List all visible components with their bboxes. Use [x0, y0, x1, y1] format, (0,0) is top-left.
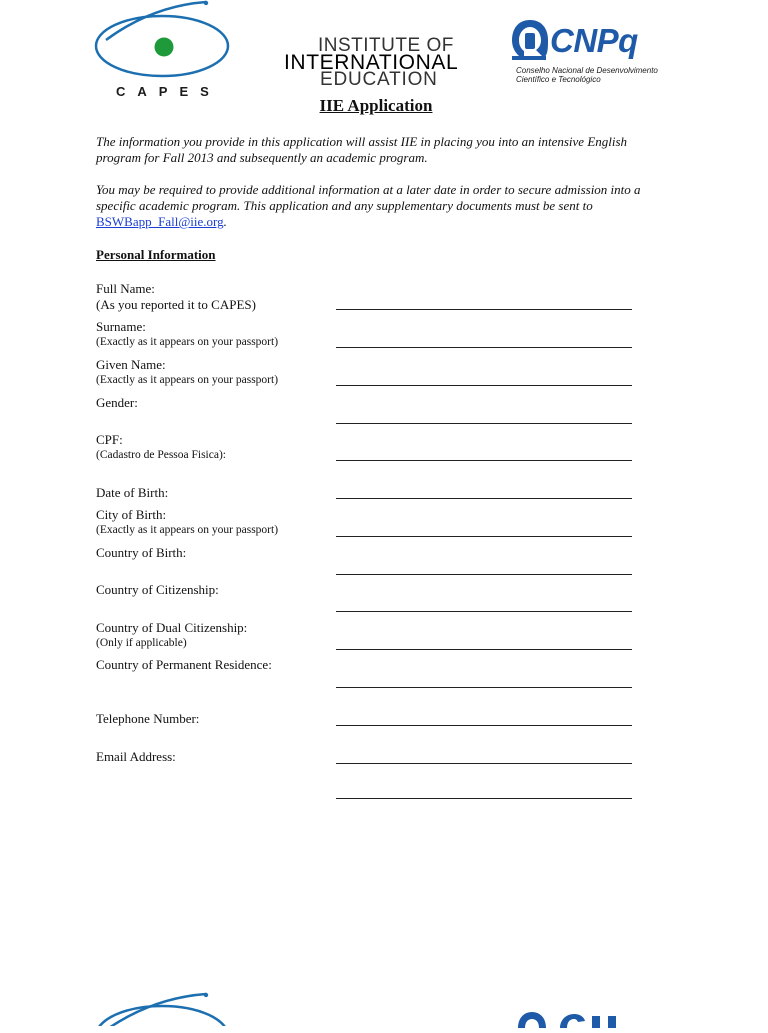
field-surname — [96, 319, 278, 350]
intro-paragraph-1: The information you provide in this application will assist IIE in placing you into an intensive English program for Fall 2013 and subsequently an academic program. — [96, 134, 628, 165]
field-label: Surname: — [96, 319, 146, 334]
field-label: Country of Dual Citizenship: — [96, 620, 248, 635]
field-sublabel: (Only if applicable) — [96, 637, 187, 649]
extra-blank[interactable] — [336, 798, 632, 799]
field-label: Given Name: — [96, 357, 166, 372]
iie-logo-line3: EDUCATION — [320, 69, 438, 90]
field-label: CPF: — [96, 432, 123, 447]
date-of-birth-blank[interactable] — [336, 498, 632, 499]
capes-logo-text: CAPES — [116, 84, 221, 99]
intro-paragraph-2-text: You may be required to provide additional information at a later date in order to secure admission into a specific academic program. This application and any supplementary documents must be sent to — [96, 182, 641, 213]
field-label: Email Address: — [96, 749, 176, 764]
telephone-number-blank[interactable] — [336, 725, 632, 726]
field-sublabel: (Cadastro de Pessoa Fisica): — [96, 449, 226, 461]
field-gender — [96, 395, 138, 411]
cpf-blank[interactable] — [336, 460, 632, 461]
field-full-name — [96, 281, 256, 313]
field-given-name — [96, 357, 278, 388]
intro-paragraph-2 — [96, 182, 652, 230]
field-label: Country of Birth: — [96, 545, 187, 560]
field-sublabel: (Exactly as it appears on your passport) — [96, 336, 279, 348]
email-address-blank[interactable] — [336, 763, 632, 764]
document-title: IIE Application — [319, 96, 433, 115]
field-label: Full Name: — [96, 281, 155, 296]
field-label: Country of Permanent Residence: — [96, 657, 272, 672]
iie-logo-line2: INTERNATIONAL — [284, 51, 459, 74]
field-country-of-dual-citizenship — [96, 620, 247, 651]
country-of-birth-blank[interactable] — [336, 574, 632, 575]
cnpq-subtitle-line1: Conselho Nacional de Desenvolvimento — [516, 66, 658, 75]
field-cpf — [96, 432, 226, 463]
cnpq-emblem-icon — [508, 1004, 648, 1028]
field-sublabel: (Exactly as it appears on your passport) — [96, 374, 279, 386]
section-heading-personal-information: Personal Information — [96, 247, 216, 262]
field-city-of-birth — [96, 507, 278, 538]
capes-logo — [92, 0, 236, 100]
gender-blank[interactable] — [336, 423, 632, 424]
city-of-birth-blank[interactable] — [336, 536, 632, 537]
field-telephone-number — [96, 711, 199, 727]
field-label: Country of Citizenship: — [96, 582, 219, 597]
field-label: Gender: — [96, 395, 138, 410]
cnpq-logo-subtitle — [516, 66, 658, 84]
cnpq-subtitle-line2: Científico e Tecnológico — [516, 75, 601, 84]
country-of-permanent-residence-blank[interactable] — [336, 687, 632, 688]
field-label: City of Birth: — [96, 507, 167, 522]
cnpq-logo — [508, 14, 658, 86]
country-of-dual-citizenship-blank[interactable] — [336, 649, 632, 650]
iie-logo — [284, 34, 476, 90]
field-country-of-citizenship — [96, 582, 219, 598]
country-of-citizenship-blank[interactable] — [336, 611, 632, 612]
field-country-of-birth — [96, 545, 186, 561]
footer-capes-logo — [92, 986, 236, 1026]
iie-logo-line1: INSTITUTE OF — [318, 35, 454, 56]
field-label: Date of Birth: — [96, 485, 169, 500]
footer-cnpq-logo — [508, 1004, 648, 1028]
field-sublabel: (As you reported it to CAPES) — [96, 297, 256, 312]
field-date-of-birth — [96, 485, 168, 501]
full-name-blank[interactable] — [336, 309, 632, 310]
intro-paragraph-2-end: . — [223, 214, 227, 229]
field-label: Telephone Number: — [96, 711, 200, 726]
capes-emblem-icon — [92, 986, 236, 1026]
cnpq-logo-text: CNPq — [550, 22, 638, 59]
field-email-address — [96, 749, 176, 765]
given-name-blank[interactable] — [336, 385, 632, 386]
cnpq-emblem-icon — [508, 16, 552, 64]
field-country-of-permanent-residence — [96, 657, 272, 673]
field-sublabel: (Exactly as it appears on your passport) — [96, 524, 279, 536]
email-link[interactable]: BSWBapp_Fall@iie.org — [96, 214, 224, 229]
surname-blank[interactable] — [336, 347, 632, 348]
capes-emblem-icon — [92, 0, 236, 86]
